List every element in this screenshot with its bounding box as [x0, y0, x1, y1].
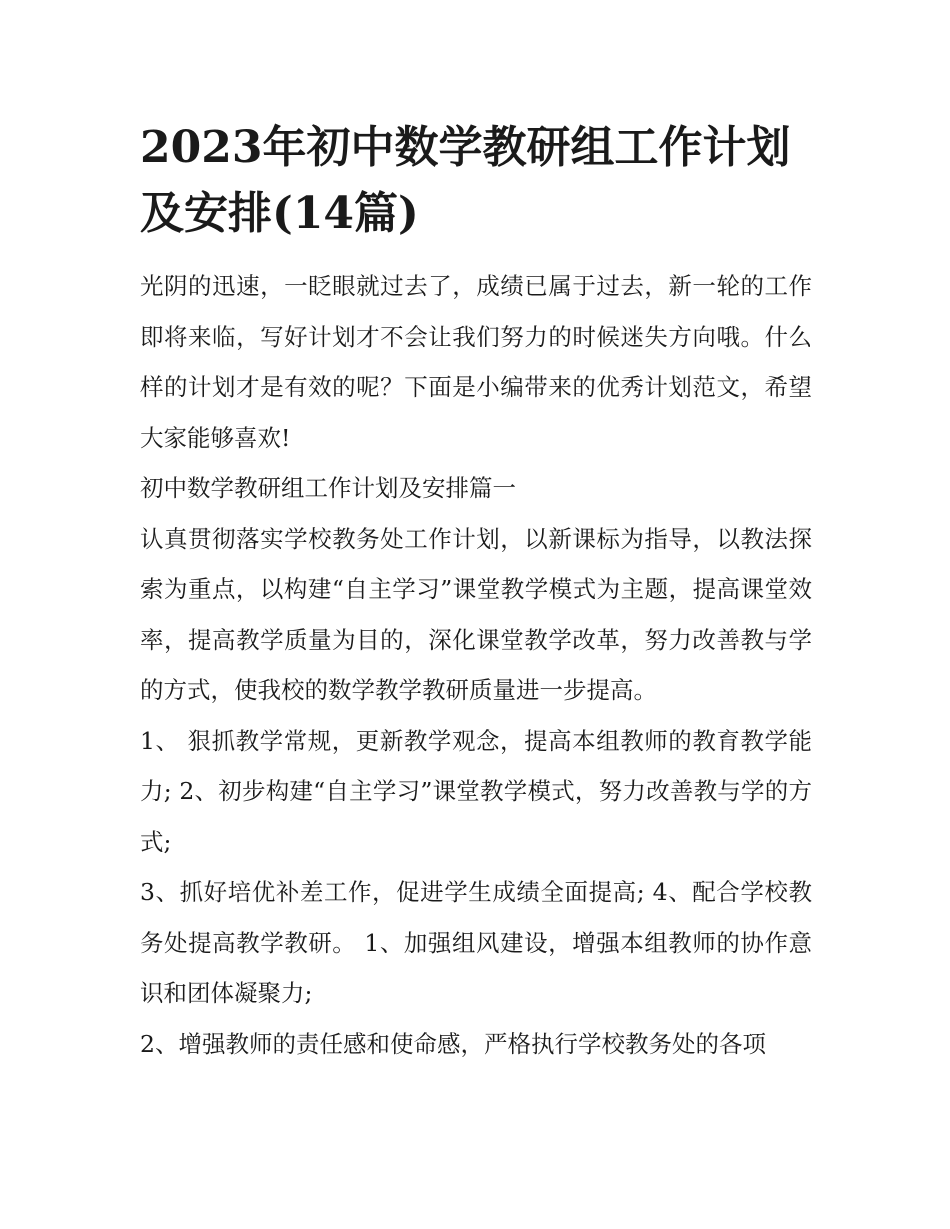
- list-paragraph: 1、 狠抓教学常规，更新教学观念，提高本组教师的教育教学能力; 2、初步构建“自主学习”课堂教学模式，努力改善教与学的方式;: [140, 726, 812, 856]
- body-paragraph: 认真贯彻落实学校教务处工作计划，以新课标为指导，以教法探索为重点，以构建“自主学习”课堂教学模式为主题，提高课堂效率，提高教学质量为目的，深化课堂教学改革，努力改善教与学的方式，使我校的数学教学教研质量进一步提高。: [140, 524, 812, 704]
- section-heading: 初中数学教研组工作计划及安排篇一: [140, 474, 516, 502]
- document-body: [140, 115, 812, 1069]
- list-paragraph: 3、抓好培优补差工作，促进学生成绩全面提高; 4、配合学校教务处提高教学教研。 1、加强组风建设，增强本组教师的协作意识和团体凝聚力;: [140, 878, 812, 1007]
- document-title: 2023年初中数学教研组工作计划及安排(14篇): [140, 122, 791, 239]
- list-paragraph: 2、增强教师的责任感和使命感，严格执行学校教务处的各项: [140, 1029, 766, 1058]
- intro-paragraph: 光阴的迅速，一眨眼就过去了，成绩已属于过去，新一轮的工作即将来临，写好计划才不会让我们努力的时候迷失方向哦。什么样的计划才是有效的呢？下面是小编带来的优秀计划范文，希望大家能够喜欢!: [140, 272, 812, 452]
